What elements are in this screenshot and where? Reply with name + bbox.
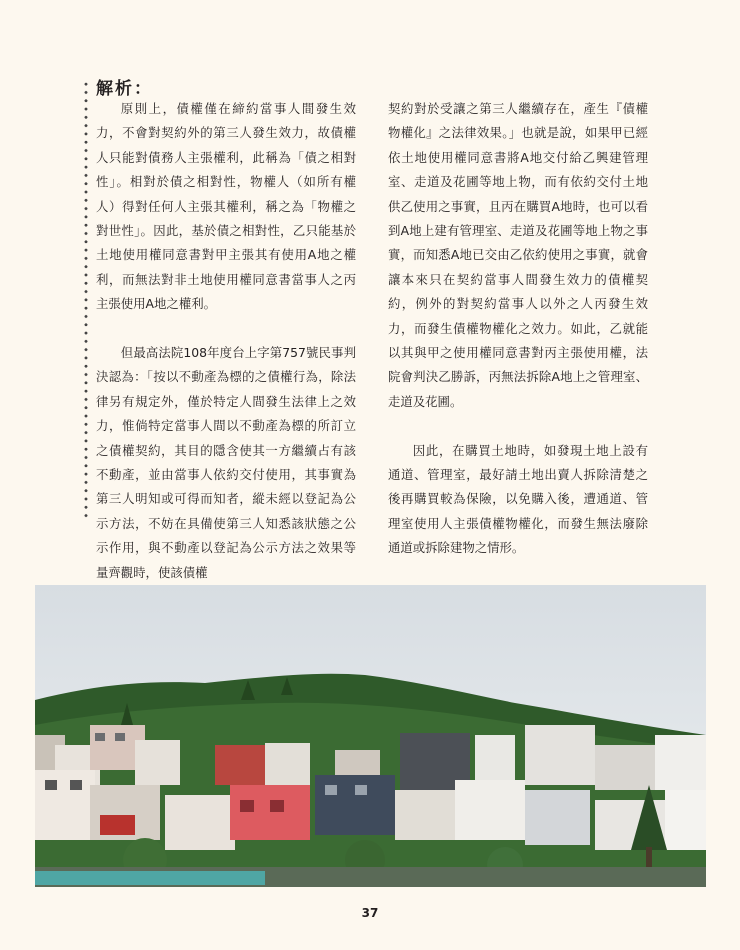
right-text-column — [388, 97, 648, 561]
paragraph: 但最高法院108年度台上字第757號民事判決認為：「按以不動產為標的之債權行為，除法律另有規定外，僅於特定人間發生法律上之效力，惟倘特定當事人間以不動產為標的所訂立之債權契約，其目的隱含使其一方繼續占有該不動產，並由當事人依約交付使用，其事實為第三人明知或可得而知者，縱未經以登記為公示方法，不妨在具備使第三人知悉該狀態之公示作用，與不動產以登記為公示方法之效果等量齊觀時，使該債權 — [96, 345, 356, 580]
paragraph: 原則上，債權僅在締約當事人間發生效力，不會對契約外的第三人發生效力，故債權人只能對債務人主張權利，此稱為「債之相對性」。相對於債之相對性，物權人（如所有權人）得對任何人主張其權利，稱之為「物權之對世性」。因此，基於債之相對性，乙只能基於土地使用權同意書對甲主張其有使用A地之權利，而無法對非土地使用權同意書當事人之丙主張使用A地之權利。 — [96, 101, 356, 312]
dotted-margin-rule — [84, 80, 88, 520]
paragraph: 因此，在購買土地時，如發現土地上設有通道、管理室，最好請土地出賣人拆除清楚之後再購買較為保險，以免購入後，遭通道、管理室使用人主張債權物權化，而發生無法廢除通道或拆除建物之情形。 — [388, 442, 648, 556]
hillside-village-illustration — [35, 585, 706, 887]
left-text-column — [96, 97, 356, 585]
page-number: 37 — [361, 906, 379, 920]
paragraph: 契約對於受讓之第三人繼續存在，產生『債權物權化』之法律效果。」也就是說，如果甲已經依土地使用權同意書將A地交付給乙興建管理室、走道及花圃等地上物，而有依約交付土地供乙使用之事實，且丙在購買A地時，也可以看到A地上建有管理室、走道及花圃等地上物之事實，而知悉A地已交由乙依約使用之事實，就會讓本來只在契約當事人間發生效力的債權契約，例外的對契約當事人以外之人丙發生效力，而發生債權物權化之效力。如此，乙就能以其與甲之使用權同意書對丙主張使用權，法院會判決乙勝訴，丙無法拆除A地上之管理室、走道及花圃。 — [388, 101, 648, 409]
hillside-village-photo — [35, 585, 706, 887]
section-heading: 解析： — [96, 79, 153, 99]
